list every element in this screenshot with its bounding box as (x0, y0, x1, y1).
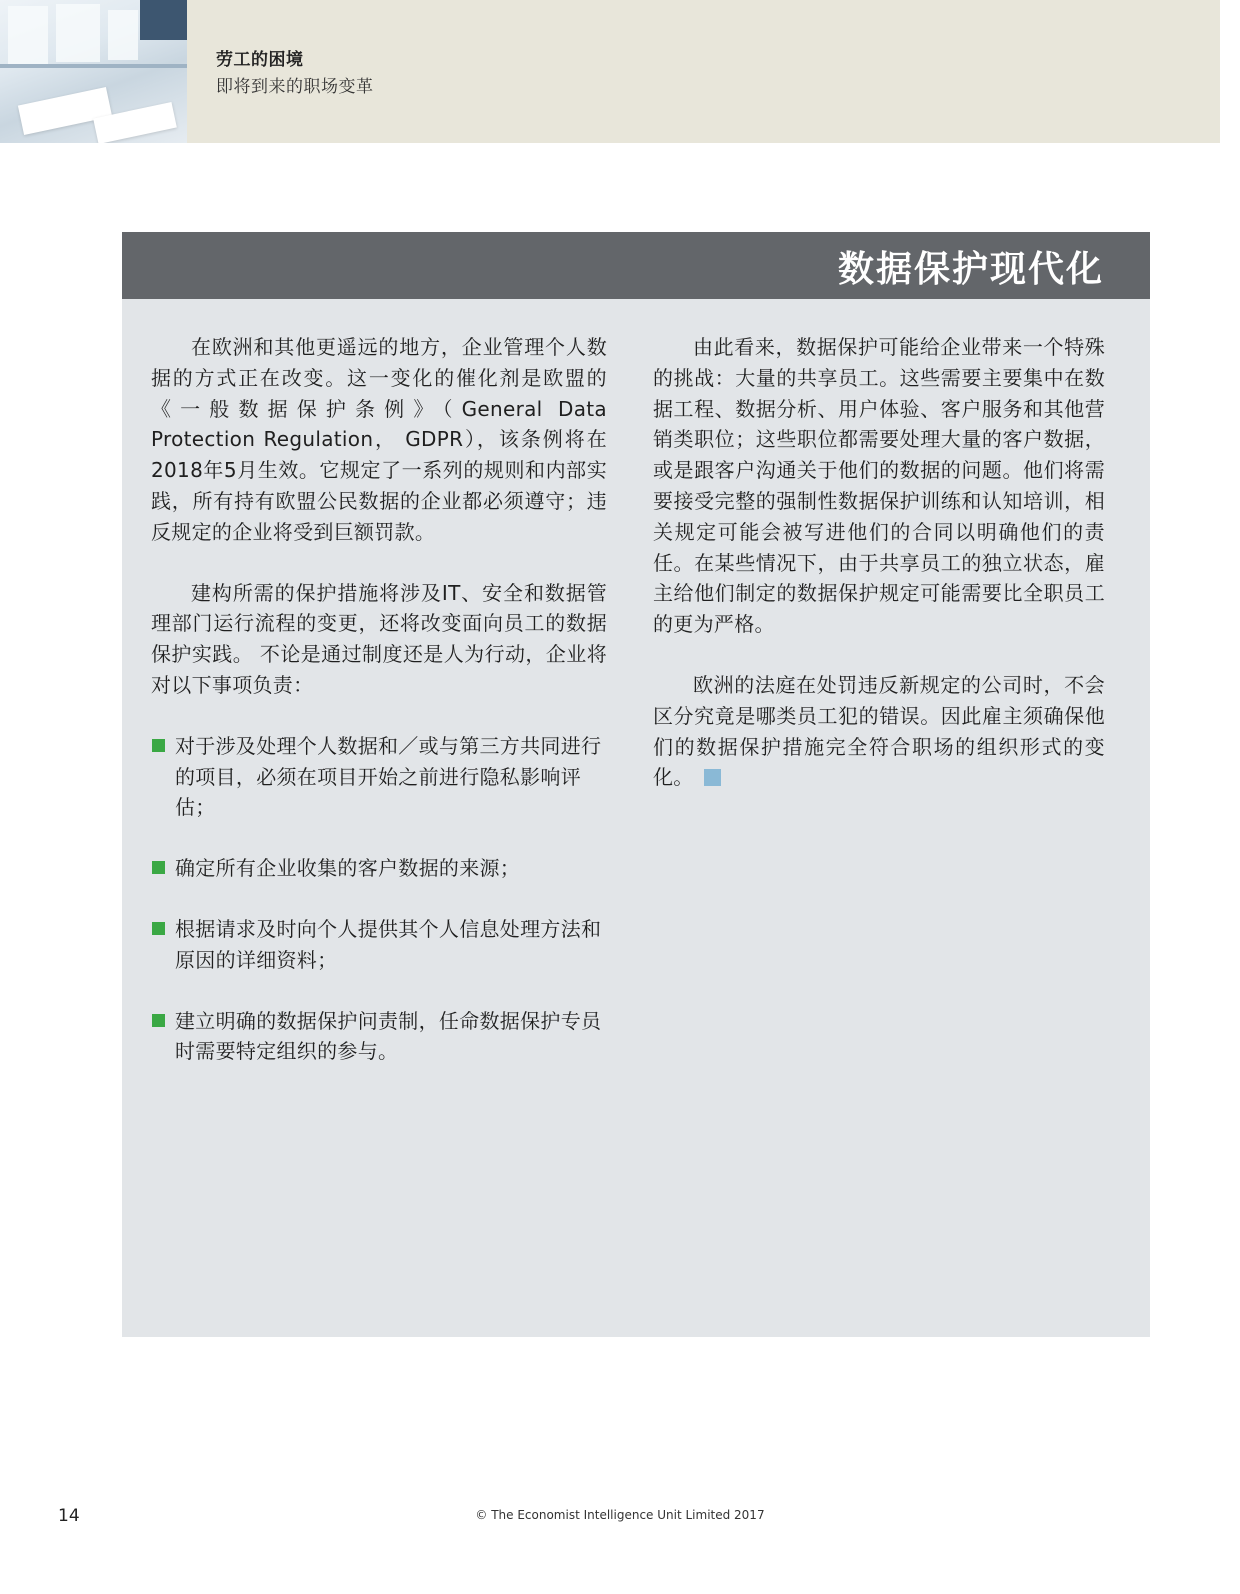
header-title: 劳工的困境 (216, 50, 304, 70)
box-title: 数据保护现代化 (837, 249, 1104, 290)
list-item (151, 1006, 607, 1068)
paragraph: 由此看来，数据保护可能给企业带来一个特殊的挑战：大量的共享员工。这些需要主要集中在数据工程、数据分析、用户体验、客户服务和其他营销类职位；这些职位都需要处理大量的客户数据，或是跟客户沟通关于他们的数据的问题。他们将需要接受完整的强制性数据保护训练和认知培训，相关规定可能会被写进他们的合同以明确他们的责任。在某些情况下，由于共享员工的独立状态，雇主给他们制定的数据保护规定可能需要比全职员工的更为严格。 (653, 335, 1105, 637)
right-column (653, 332, 1105, 823)
photo-window-pane (8, 6, 48, 66)
left-column (151, 332, 607, 1097)
end-of-article-icon (704, 769, 721, 786)
list-item (151, 914, 607, 976)
paragraph (653, 670, 1105, 793)
green-square-bullet-icon (152, 739, 165, 752)
header-subtitle: 即将到来的职场变革 (216, 77, 374, 97)
paragraph: 建构所需的保护措施将涉及IT、安全和数据管理部门运行流程的变更，还将改变面向员工的数据保护实践。 不论是通过制度还是人为行动，企业将对以下事项负责： (151, 580, 607, 697)
bullet-text: 根据请求及时向个人提供其个人信息处理方法和原因的详细资料； (175, 916, 602, 972)
paragraph: 在欧洲和其他更遥远的地方，企业管理个人数据的方式正在改变。这一变化的催化剂是欧盟的《一般数据保护条例》（General Data Protection Regulation， GDPR），该条例将在2018年5月生效。它规定了一系列的规则和内部实践，所有持有欧盟公民数据的企业都必须遵守；违反规定的企业将受到巨额罚款。 (151, 335, 607, 544)
green-square-bullet-icon (152, 922, 165, 935)
bullet-text: 对于涉及处理个人数据和／或与第三方共同进行的项目，必须在项目开始之前进行隐私影响评估； (175, 733, 602, 820)
bullet-list (151, 731, 607, 1067)
bullet-text: 建立明确的数据保护问责制，任命数据保护专员时需要特定组织的参与。 (175, 1008, 602, 1064)
page-number: 14 (58, 1506, 80, 1526)
header-photo (0, 0, 187, 143)
photo-sill (0, 64, 187, 68)
green-square-bullet-icon (152, 1014, 165, 1027)
box-header (122, 232, 1150, 299)
paragraph-text: 欧洲的法庭在处罚违反新规定的公司时，不会区分究竟是哪类员工犯的错误。因此雇主须确保他们的数据保护措施完全符合职场的组织形式的变化。 (653, 672, 1105, 790)
list-item (151, 853, 607, 884)
photo-dark-wall (140, 0, 187, 40)
green-square-bullet-icon (152, 861, 165, 874)
list-item (151, 731, 607, 823)
photo-window-pane (56, 4, 100, 62)
copyright-notice: © The Economist Intelligence Unit Limited 2017 (475, 1508, 765, 1522)
photo-window-pane (108, 10, 138, 60)
data-protection-box (122, 232, 1150, 1337)
bullet-text: 确定所有企业收集的客户数据的来源； (175, 856, 521, 881)
